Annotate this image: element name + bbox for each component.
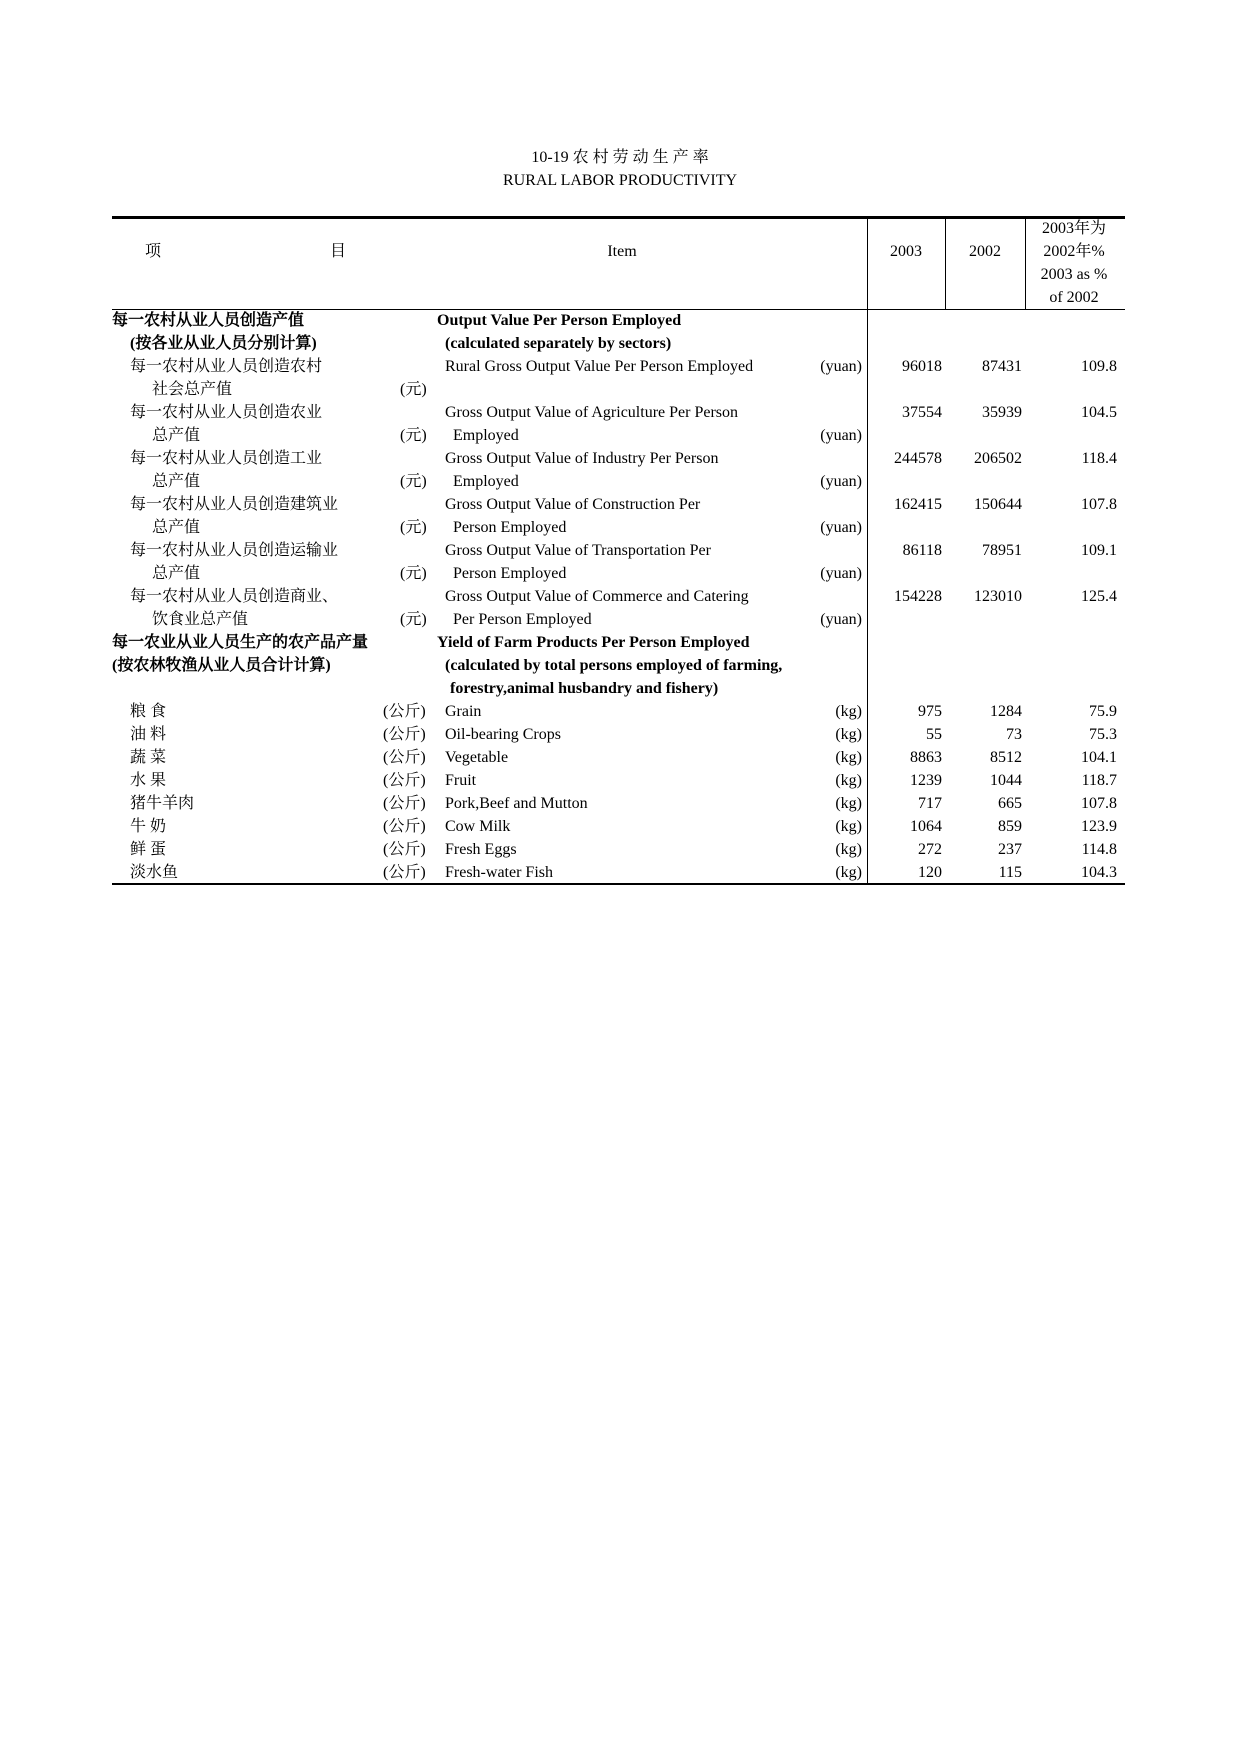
unit-en: (yuan) [820, 611, 862, 628]
value-2002: 1044 [990, 772, 1022, 789]
unit-cn: (元) [400, 427, 427, 444]
row-label-cn: 每一农村从业人员创造农业 [130, 404, 323, 421]
value-2003: 86118 [902, 542, 942, 559]
row-label-en-cont: Per Person Employed [453, 611, 592, 628]
unit-cn: (元) [400, 565, 427, 582]
value-2002: 78951 [982, 542, 1022, 559]
value-pct: 125.4 [1081, 588, 1117, 605]
section-note-en-cont: forestry,animal husbandry and fishery) [450, 680, 719, 697]
value-pct: 123.9 [1081, 818, 1117, 835]
row-label-cn: 油 料 [130, 726, 167, 743]
row-label-cn: 淡水鱼 [130, 864, 179, 881]
unit-en: (kg) [835, 818, 862, 835]
unit-cn: (元) [400, 519, 427, 536]
value-pct: 75.9 [1089, 703, 1117, 720]
unit-cn: (公斤) [383, 795, 426, 812]
section-note-en: (calculated by total persons employed of farming, [445, 657, 783, 674]
value-2002: 73 [1006, 726, 1022, 743]
value-2002: 1284 [990, 703, 1022, 720]
value-2002: 150644 [974, 496, 1022, 513]
row-label-cn: 蔬 菜 [130, 749, 167, 766]
row-label-en: Pork,Beef and Mutton [445, 795, 588, 812]
unit-en: (yuan) [820, 565, 862, 582]
unit-en: (kg) [835, 726, 862, 743]
value-2003: 162415 [894, 496, 942, 513]
unit-cn: (公斤) [383, 749, 426, 766]
value-pct: 107.8 [1081, 795, 1117, 812]
unit-en: (yuan) [820, 473, 862, 490]
unit-cn: (公斤) [383, 703, 426, 720]
value-2002: 206502 [974, 450, 1022, 467]
value-pct: 114.8 [1081, 841, 1117, 858]
row-label-en: Gross Output Value of Commerce and Catering [445, 588, 749, 605]
unit-en: (kg) [835, 749, 862, 766]
unit-cn: (公斤) [383, 864, 426, 881]
section-heading-en: Output Value Per Person Employed [437, 312, 682, 329]
value-2003: 272 [918, 841, 942, 858]
top-rule [112, 216, 1125, 219]
unit-en: (kg) [835, 864, 862, 881]
row-label-en: Grain [445, 703, 482, 720]
row-label-cn-cont: 总产值 [152, 519, 201, 536]
section-note-cn: (按各业从业人员分别计算) [130, 335, 317, 352]
header-pct-line1: 2003年为 [1041, 220, 1107, 237]
row-label-en: Fruit [445, 772, 477, 789]
bottom-rule [112, 883, 1125, 885]
value-pct: 109.8 [1081, 358, 1117, 375]
value-pct: 75.3 [1089, 726, 1117, 743]
unit-en: (yuan) [820, 519, 862, 536]
unit-en: (kg) [835, 772, 862, 789]
row-label-en: Gross Output Value of Construction Per [445, 496, 701, 513]
unit-en: (yuan) [820, 358, 862, 375]
header-2003: 2003 [890, 243, 922, 260]
unit-cn: (公斤) [383, 726, 426, 743]
value-2003: 717 [918, 795, 942, 812]
value-2003: 8863 [910, 749, 942, 766]
row-label-cn: 鲜 蛋 [130, 841, 167, 858]
unit-cn: (元) [400, 473, 427, 490]
header-pct-line4: of 2002 [1049, 289, 1099, 306]
row-label-cn-cont: 社会总产值 [152, 381, 233, 398]
section-heading-en: Yield of Farm Products Per Person Employed [437, 634, 750, 651]
column-divider [945, 219, 946, 309]
value-2002: 115 [998, 864, 1022, 881]
section-heading-cn: 每一农业从业人员生产的农产品产量 [112, 634, 369, 651]
value-2003: 154228 [894, 588, 942, 605]
section-note-en: (calculated separately by sectors) [445, 335, 672, 352]
row-label-en: Fresh Eggs [445, 841, 517, 858]
row-label-cn-cont: 饮食业总产值 [152, 611, 249, 628]
unit-en: (kg) [835, 841, 862, 858]
row-label-cn: 水 果 [130, 772, 167, 789]
value-2003: 37554 [902, 404, 942, 421]
row-label-en: Rural Gross Output Value Per Person Employed [445, 358, 754, 375]
value-pct: 118.7 [1081, 772, 1117, 789]
value-2003: 96018 [902, 358, 942, 375]
row-label-en: Gross Output Value of Transportation Per [445, 542, 711, 559]
value-pct: 107.8 [1081, 496, 1117, 513]
row-label-cn: 每一农村从业人员创造工业 [130, 450, 323, 467]
header-2002: 2002 [969, 243, 1001, 260]
value-2003: 244578 [894, 450, 942, 467]
column-divider [867, 219, 868, 883]
unit-cn: (元) [400, 611, 427, 628]
value-pct: 109.1 [1081, 542, 1117, 559]
row-label-cn: 牛 奶 [130, 818, 167, 835]
value-pct: 118.4 [1081, 450, 1117, 467]
section-note-cn: (按农林牧渔从业人员合计计算) [112, 657, 331, 674]
value-pct: 104.1 [1081, 749, 1117, 766]
unit-cn: (公斤) [383, 818, 426, 835]
row-label-cn-cont: 总产值 [152, 427, 201, 444]
header-pct-line2: 2002年% [1043, 243, 1105, 260]
row-label-cn: 粮 食 [130, 703, 167, 720]
row-label-cn-cont: 总产值 [152, 473, 201, 490]
value-2003: 975 [918, 703, 942, 720]
title-cn: 10-19 农 村 劳 动 生 产 率 [531, 149, 709, 166]
unit-cn: (元) [400, 381, 427, 398]
value-2003: 1239 [910, 772, 942, 789]
unit-cn: (公斤) [383, 772, 426, 789]
title-en: RURAL LABOR PRODUCTIVITY [502, 172, 738, 189]
row-label-cn: 每一农村从业人员创造商业、 [130, 588, 339, 605]
value-2002: 8512 [990, 749, 1022, 766]
row-label-cn: 每一农村从业人员创造运输业 [130, 542, 339, 559]
row-label-en: Gross Output Value of Agriculture Per Person [445, 404, 738, 421]
row-label-en: Vegetable [445, 749, 509, 766]
header-item: Item [607, 243, 637, 260]
row-label-en: Cow Milk [445, 818, 511, 835]
row-label-cn: 每一农村从业人员创造农村 [130, 358, 323, 375]
row-label-en: Oil-bearing Crops [445, 726, 561, 743]
header-cn-item-2: 目 [330, 243, 347, 260]
row-label-cn-cont: 总产值 [152, 565, 201, 582]
row-label-cn: 每一农村从业人员创造建筑业 [130, 496, 339, 513]
section-heading-cn: 每一农村从业人员创造产值 [112, 312, 305, 329]
row-label-cn: 猪牛羊肉 [130, 795, 195, 812]
unit-en: (yuan) [820, 427, 862, 444]
header-pct-line3: 2003 as % [1040, 266, 1108, 283]
value-2002: 665 [998, 795, 1022, 812]
value-2002: 237 [998, 841, 1022, 858]
row-label-en-cont: Employed [453, 473, 519, 490]
value-2003: 1064 [910, 818, 942, 835]
value-2003: 120 [918, 864, 942, 881]
value-pct: 104.5 [1081, 404, 1117, 421]
row-label-en-cont: Person Employed [453, 565, 567, 582]
header-cn-item-1: 项 [145, 243, 162, 260]
value-2002: 35939 [982, 404, 1022, 421]
value-2003: 55 [926, 726, 942, 743]
unit-cn: (公斤) [383, 841, 426, 858]
value-pct: 104.3 [1081, 864, 1117, 881]
row-label-en-cont: Person Employed [453, 519, 567, 536]
value-2002: 123010 [974, 588, 1022, 605]
unit-en: (kg) [835, 795, 862, 812]
value-2002: 87431 [982, 358, 1022, 375]
value-2002: 859 [998, 818, 1022, 835]
row-label-en-cont: Employed [453, 427, 519, 444]
column-divider [1025, 219, 1026, 309]
row-label-en: Fresh-water Fish [445, 864, 553, 881]
unit-en: (kg) [835, 703, 862, 720]
row-label-en: Gross Output Value of Industry Per Person [445, 450, 719, 467]
